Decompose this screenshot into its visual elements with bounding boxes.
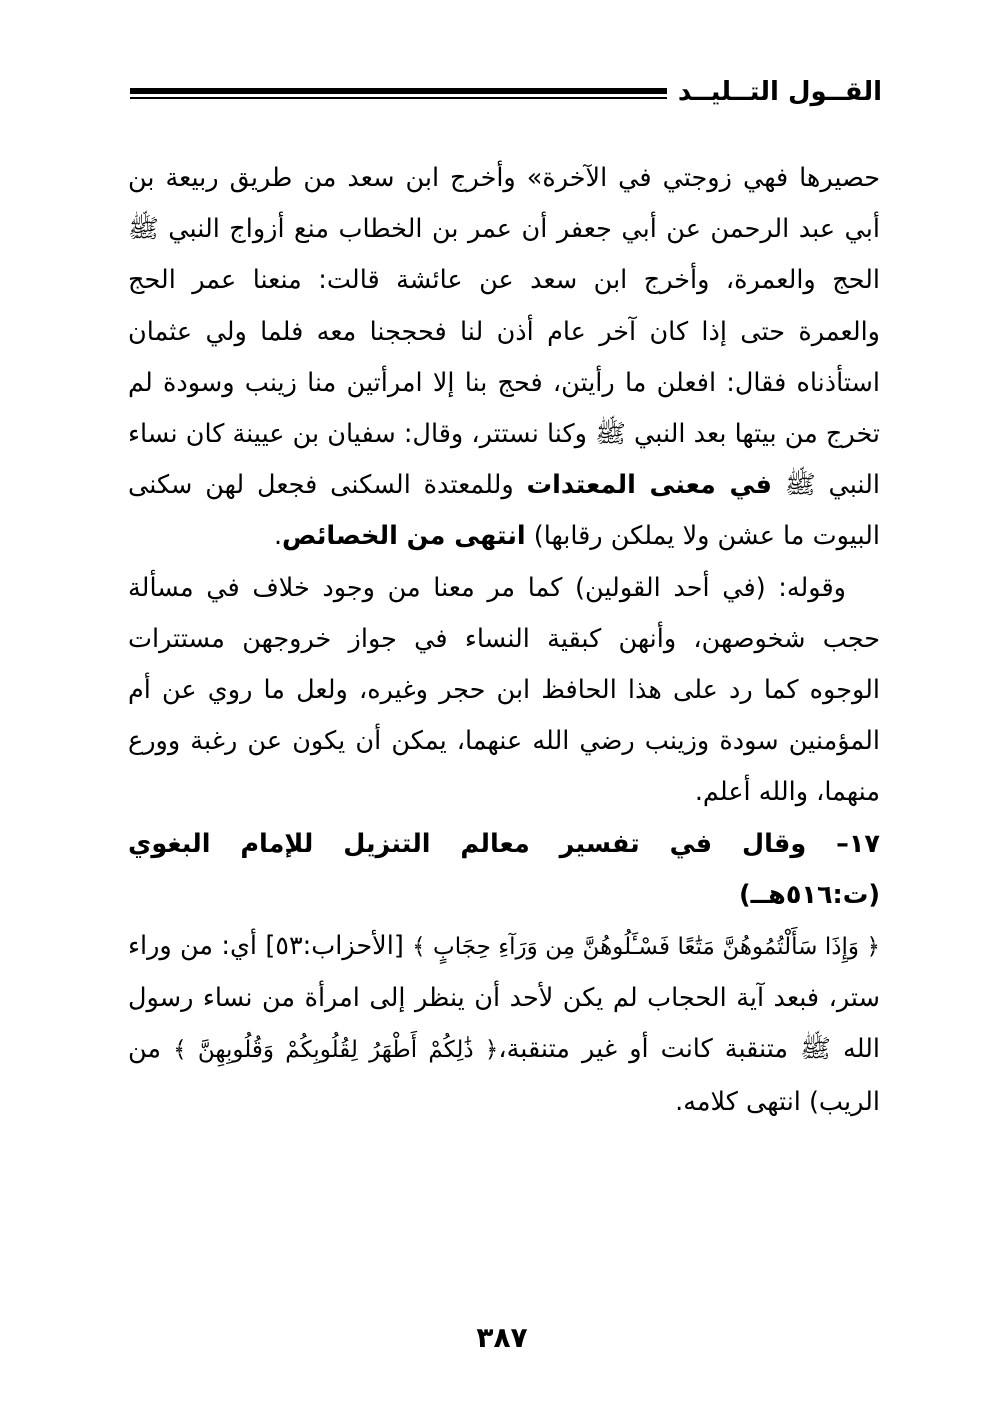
header-double-rule [130, 88, 667, 100]
paragraph-1 [128, 153, 880, 563]
paragraph-1-end-mark: . [273, 521, 283, 552]
header-rule-thick [130, 88, 667, 94]
bold-phrase-end-of-khasais: انتهى من الخصائص [282, 521, 526, 552]
paragraph-1-text-b: وللمعتدة السكنى فجعل لهن سكنى البيوت ما عشن ولا يملكن رقابها) [128, 470, 880, 552]
paragraph-3-text-b: من الريب) انتهى كلامه. [128, 1034, 880, 1117]
page-number: ٣٨٧ [476, 1321, 528, 1354]
quran-verse-purer-hearts: ﴿ ذَٰلِكُمْ أَطْهَرُ لِقُلُوبِكُمْ وَقُلُوبِهِنَّ ﴾ [173, 1037, 499, 1064]
book-title: القــول التــليــد [677, 77, 882, 107]
bold-phrase-meaning-of-muatadat: في معنى المعتدات [526, 470, 772, 501]
header-rule-thin [130, 97, 667, 99]
running-header [130, 72, 882, 112]
paragraph-2: وقوله: (في أحد القولين) كما مر معنا من وجود خلاف في مسألة حجب شخوصهن، وأنهن كبقية النساء في جواز خروجهن مستترات الوجوه كما رد على هذا الحافظ ابن حجر وغيره، ولعل ما روي عن أم المؤمنين سودة وزينب رضي الله عنهما، يمكن أن يكون عن رغبة وورع منهما، والله أعلم. [128, 572, 880, 808]
main-text [128, 153, 880, 1128]
paragraph-3-text-a: [الأحزاب:٥٣] أي: من وراء ستر، فبعد آية الحجاب لم يكن لأحد أن ينظر إلى امرأة من نساء رسول الله ﷺ متنقبة كانت أو غير متنقبة، [128, 931, 881, 1065]
paragraph-1-text-a: حصيرها فهي زوجتي في الآخرة» وأخرج ابن سعد من طريق ربيعة بن أبي عبد الرحمن عن أبي جعفر أن عمر بن الخطاب منع أزواج النبي ﷺ الحج والعمرة، وأخرج ابن سعد عن عائشة قالت: منعنا عمر الحج والعمرة حتى إذا كان آخر عام أذن لنا فحججنا معه فلما ولي عثمان استأذناه فقال: افعلن ما رأيتن، فحج بنا إلا امرأتين منا زينب وسودة لم تخرج من بيتها بعد النبي ﷺ وكنا نستتر، وقال: سفيان بن عيينة كان نساء النبي ﷺ [128, 163, 880, 501]
quran-verse-hijab: ﴿ وَإِذَا سَأَلْتُمُوهُنَّ مَتَٰعًا فَسْـَٔلُوهُنَّ مِن وَرَآءِ حِجَابٍ ﴾ [412, 934, 880, 961]
section-heading-17: ١٧– وقال في تفسير معالم التنزيل للإمام البغوي (ت:٥١٦هــ) [128, 828, 880, 910]
paragraph-3 [128, 921, 880, 1128]
